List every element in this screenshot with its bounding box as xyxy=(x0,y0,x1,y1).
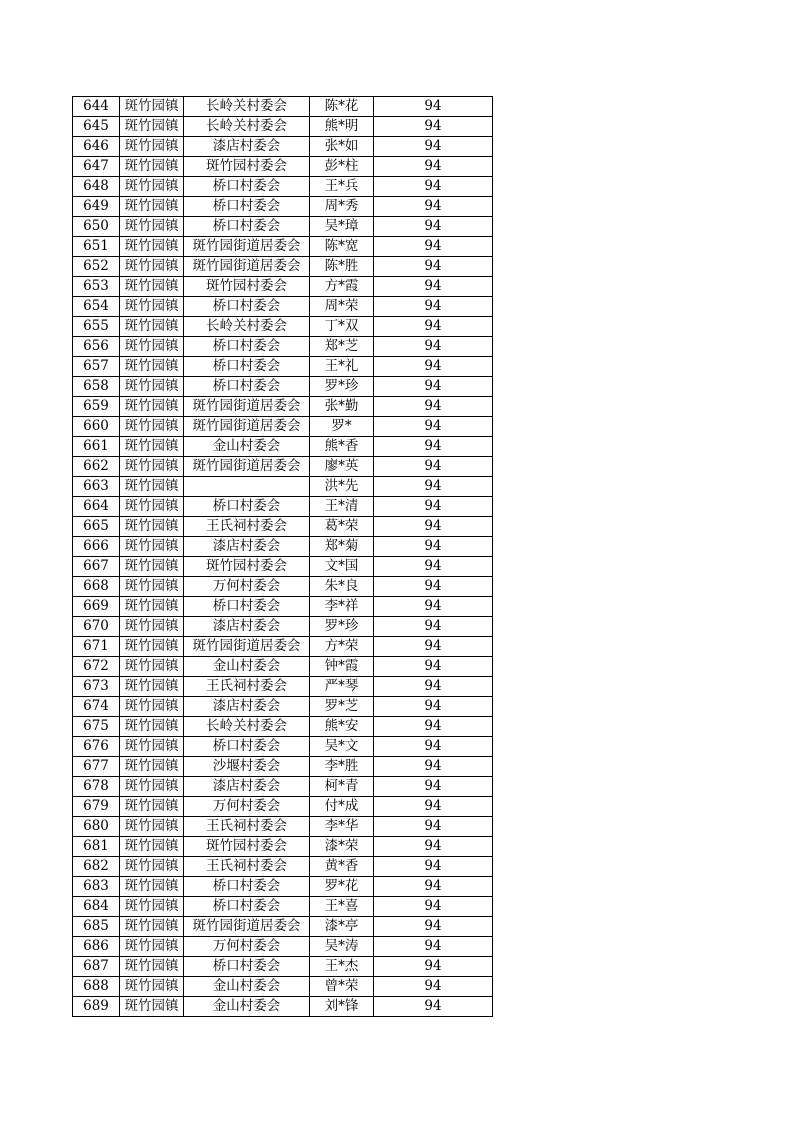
score-cell: 94 xyxy=(374,197,493,217)
row-number: 671 xyxy=(73,637,120,657)
town-cell: 斑竹园镇 xyxy=(120,977,184,997)
table-row xyxy=(73,137,493,157)
roster-body xyxy=(73,97,493,1017)
table-row xyxy=(73,837,493,857)
town-cell: 斑竹园镇 xyxy=(120,477,184,497)
town-cell: 斑竹园镇 xyxy=(120,877,184,897)
row-number: 679 xyxy=(73,797,120,817)
score-cell: 94 xyxy=(374,277,493,297)
village-committee-cell: 桥口村委会 xyxy=(184,357,310,377)
person-name-cell: 王*杰 xyxy=(310,957,374,977)
town-cell: 斑竹园镇 xyxy=(120,757,184,777)
village-committee-cell: 桥口村委会 xyxy=(184,597,310,617)
person-name-cell: 文*国 xyxy=(310,557,374,577)
row-number: 665 xyxy=(73,517,120,537)
town-cell: 斑竹园镇 xyxy=(120,417,184,437)
table-row xyxy=(73,737,493,757)
table-row xyxy=(73,677,493,697)
person-name-cell: 郑*芝 xyxy=(310,337,374,357)
village-committee-cell: 桥口村委会 xyxy=(184,197,310,217)
person-name-cell: 罗*芝 xyxy=(310,697,374,717)
table-row xyxy=(73,797,493,817)
table-row xyxy=(73,497,493,517)
town-cell: 斑竹园镇 xyxy=(120,277,184,297)
table-row xyxy=(73,97,493,117)
table-row xyxy=(73,717,493,737)
village-committee-cell: 漆店村委会 xyxy=(184,697,310,717)
row-number: 667 xyxy=(73,557,120,577)
village-committee-cell: 桥口村委会 xyxy=(184,957,310,977)
row-number: 685 xyxy=(73,917,120,937)
person-name-cell: 丁*双 xyxy=(310,317,374,337)
person-name-cell: 漆*亭 xyxy=(310,917,374,937)
table-row xyxy=(73,557,493,577)
table-row xyxy=(73,617,493,637)
score-cell: 94 xyxy=(374,497,493,517)
village-committee-cell: 长岭关村委会 xyxy=(184,117,310,137)
score-cell: 94 xyxy=(374,837,493,857)
village-committee-cell: 万何村委会 xyxy=(184,577,310,597)
person-name-cell: 曾*荣 xyxy=(310,977,374,997)
town-cell: 斑竹园镇 xyxy=(120,697,184,717)
score-cell: 94 xyxy=(374,897,493,917)
table-row xyxy=(73,937,493,957)
table-row xyxy=(73,277,493,297)
row-number: 656 xyxy=(73,337,120,357)
village-committee-cell: 桥口村委会 xyxy=(184,877,310,897)
person-name-cell: 陈*胜 xyxy=(310,257,374,277)
score-cell: 94 xyxy=(374,957,493,977)
score-cell: 94 xyxy=(374,697,493,717)
row-number: 686 xyxy=(73,937,120,957)
village-committee-cell: 王氏祠村委会 xyxy=(184,677,310,697)
town-cell: 斑竹园镇 xyxy=(120,317,184,337)
table-row xyxy=(73,817,493,837)
town-cell: 斑竹园镇 xyxy=(120,717,184,737)
row-number: 644 xyxy=(73,97,120,117)
town-cell: 斑竹园镇 xyxy=(120,197,184,217)
roster-table xyxy=(72,96,493,1017)
town-cell: 斑竹园镇 xyxy=(120,777,184,797)
score-cell: 94 xyxy=(374,157,493,177)
score-cell: 94 xyxy=(374,117,493,137)
row-number: 681 xyxy=(73,837,120,857)
person-name-cell: 陈*宽 xyxy=(310,237,374,257)
person-name-cell: 彭*柱 xyxy=(310,157,374,177)
score-cell: 94 xyxy=(374,537,493,557)
score-cell: 94 xyxy=(374,217,493,237)
person-name-cell: 柯*青 xyxy=(310,777,374,797)
table-row xyxy=(73,637,493,657)
table-row xyxy=(73,537,493,557)
row-number: 646 xyxy=(73,137,120,157)
person-name-cell: 熊*明 xyxy=(310,117,374,137)
score-cell: 94 xyxy=(374,517,493,537)
row-number: 649 xyxy=(73,197,120,217)
table-row xyxy=(73,597,493,617)
score-cell: 94 xyxy=(374,477,493,497)
town-cell: 斑竹园镇 xyxy=(120,117,184,137)
town-cell: 斑竹园镇 xyxy=(120,137,184,157)
village-committee-cell: 金山村委会 xyxy=(184,657,310,677)
village-committee-cell: 桥口村委会 xyxy=(184,337,310,357)
village-committee-cell: 王氏祠村委会 xyxy=(184,517,310,537)
table-row xyxy=(73,357,493,377)
village-committee-cell: 漆店村委会 xyxy=(184,537,310,557)
row-number: 652 xyxy=(73,257,120,277)
village-committee-cell: 漆店村委会 xyxy=(184,777,310,797)
score-cell: 94 xyxy=(374,677,493,697)
town-cell: 斑竹园镇 xyxy=(120,817,184,837)
village-committee-cell: 长岭关村委会 xyxy=(184,97,310,117)
row-number: 655 xyxy=(73,317,120,337)
town-cell: 斑竹园镇 xyxy=(120,337,184,357)
person-name-cell: 王*清 xyxy=(310,497,374,517)
village-committee-cell: 漆店村委会 xyxy=(184,617,310,637)
town-cell: 斑竹园镇 xyxy=(120,577,184,597)
table-row xyxy=(73,997,493,1017)
score-cell: 94 xyxy=(374,177,493,197)
score-cell: 94 xyxy=(374,617,493,637)
village-committee-cell: 桥口村委会 xyxy=(184,737,310,757)
score-cell: 94 xyxy=(374,397,493,417)
village-committee-cell: 斑竹园村委会 xyxy=(184,837,310,857)
village-committee-cell: 王氏祠村委会 xyxy=(184,857,310,877)
town-cell: 斑竹园镇 xyxy=(120,437,184,457)
village-committee-cell: 王氏祠村委会 xyxy=(184,817,310,837)
score-cell: 94 xyxy=(374,437,493,457)
person-name-cell: 周*秀 xyxy=(310,197,374,217)
score-cell: 94 xyxy=(374,377,493,397)
person-name-cell: 吴*涛 xyxy=(310,937,374,957)
table-row xyxy=(73,397,493,417)
row-number: 666 xyxy=(73,537,120,557)
village-committee-cell: 桥口村委会 xyxy=(184,217,310,237)
score-cell: 94 xyxy=(374,997,493,1017)
town-cell: 斑竹园镇 xyxy=(120,917,184,937)
person-name-cell: 周*荣 xyxy=(310,297,374,317)
town-cell: 斑竹园镇 xyxy=(120,157,184,177)
town-cell: 斑竹园镇 xyxy=(120,217,184,237)
village-committee-cell: 桥口村委会 xyxy=(184,497,310,517)
score-cell: 94 xyxy=(374,97,493,117)
town-cell: 斑竹园镇 xyxy=(120,237,184,257)
village-committee-cell: 金山村委会 xyxy=(184,437,310,457)
town-cell: 斑竹园镇 xyxy=(120,897,184,917)
score-cell: 94 xyxy=(374,597,493,617)
village-committee-cell: 漆店村委会 xyxy=(184,137,310,157)
town-cell: 斑竹园镇 xyxy=(120,737,184,757)
row-number: 669 xyxy=(73,597,120,617)
town-cell: 斑竹园镇 xyxy=(120,497,184,517)
village-committee-cell: 斑竹园街道居委会 xyxy=(184,257,310,277)
row-number: 648 xyxy=(73,177,120,197)
table-row xyxy=(73,217,493,237)
table-row xyxy=(73,977,493,997)
row-number: 650 xyxy=(73,217,120,237)
person-name-cell: 郑*菊 xyxy=(310,537,374,557)
row-number: 657 xyxy=(73,357,120,377)
row-number: 683 xyxy=(73,877,120,897)
row-number: 688 xyxy=(73,977,120,997)
village-committee-cell: 斑竹园村委会 xyxy=(184,277,310,297)
person-name-cell: 李*华 xyxy=(310,817,374,837)
village-committee-cell: 斑竹园街道居委会 xyxy=(184,397,310,417)
row-number: 664 xyxy=(73,497,120,517)
table-row xyxy=(73,517,493,537)
score-cell: 94 xyxy=(374,137,493,157)
score-cell: 94 xyxy=(374,657,493,677)
row-number: 659 xyxy=(73,397,120,417)
table-row xyxy=(73,877,493,897)
table-row xyxy=(73,777,493,797)
town-cell: 斑竹园镇 xyxy=(120,937,184,957)
person-name-cell: 朱*良 xyxy=(310,577,374,597)
person-name-cell: 刘*锋 xyxy=(310,997,374,1017)
score-cell: 94 xyxy=(374,737,493,757)
row-number: 687 xyxy=(73,957,120,977)
person-name-cell: 罗*珍 xyxy=(310,617,374,637)
village-committee-cell: 桥口村委会 xyxy=(184,177,310,197)
town-cell: 斑竹园镇 xyxy=(120,957,184,977)
village-committee-cell: 桥口村委会 xyxy=(184,377,310,397)
person-name-cell: 张*勤 xyxy=(310,397,374,417)
village-committee-cell: 斑竹园街道居委会 xyxy=(184,417,310,437)
table-row xyxy=(73,457,493,477)
village-committee-cell: 长岭关村委会 xyxy=(184,717,310,737)
table-row xyxy=(73,297,493,317)
score-cell: 94 xyxy=(374,637,493,657)
town-cell: 斑竹园镇 xyxy=(120,637,184,657)
row-number: 670 xyxy=(73,617,120,637)
person-name-cell: 王*礼 xyxy=(310,357,374,377)
table-row xyxy=(73,757,493,777)
row-number: 677 xyxy=(73,757,120,777)
village-committee-cell: 斑竹园村委会 xyxy=(184,157,310,177)
table-row xyxy=(73,577,493,597)
person-name-cell: 王*兵 xyxy=(310,177,374,197)
table-row xyxy=(73,697,493,717)
table-row xyxy=(73,857,493,877)
town-cell: 斑竹园镇 xyxy=(120,677,184,697)
village-committee-cell: 万何村委会 xyxy=(184,797,310,817)
row-number: 676 xyxy=(73,737,120,757)
village-committee-cell: 金山村委会 xyxy=(184,977,310,997)
person-name-cell: 方*霞 xyxy=(310,277,374,297)
row-number: 680 xyxy=(73,817,120,837)
village-committee-cell: 斑竹园街道居委会 xyxy=(184,457,310,477)
town-cell: 斑竹园镇 xyxy=(120,177,184,197)
town-cell: 斑竹园镇 xyxy=(120,457,184,477)
row-number: 689 xyxy=(73,997,120,1017)
town-cell: 斑竹园镇 xyxy=(120,517,184,537)
table-row xyxy=(73,477,493,497)
row-number: 647 xyxy=(73,157,120,177)
table-row xyxy=(73,237,493,257)
town-cell: 斑竹园镇 xyxy=(120,617,184,637)
row-number: 654 xyxy=(73,297,120,317)
person-name-cell: 洪*先 xyxy=(310,477,374,497)
town-cell: 斑竹园镇 xyxy=(120,857,184,877)
score-cell: 94 xyxy=(374,357,493,377)
score-cell: 94 xyxy=(374,937,493,957)
score-cell: 94 xyxy=(374,557,493,577)
table-row xyxy=(73,377,493,397)
person-name-cell: 付*成 xyxy=(310,797,374,817)
table-row xyxy=(73,417,493,437)
table-row xyxy=(73,917,493,937)
score-cell: 94 xyxy=(374,257,493,277)
score-cell: 94 xyxy=(374,237,493,257)
row-number: 658 xyxy=(73,377,120,397)
person-name-cell: 廖*英 xyxy=(310,457,374,477)
town-cell: 斑竹园镇 xyxy=(120,997,184,1017)
table-row xyxy=(73,177,493,197)
village-committee-cell: 长岭关村委会 xyxy=(184,317,310,337)
person-name-cell: 黄*香 xyxy=(310,857,374,877)
row-number: 661 xyxy=(73,437,120,457)
score-cell: 94 xyxy=(374,777,493,797)
score-cell: 94 xyxy=(374,797,493,817)
village-committee-cell: 斑竹园街道居委会 xyxy=(184,637,310,657)
row-number: 682 xyxy=(73,857,120,877)
table-row xyxy=(73,117,493,137)
town-cell: 斑竹园镇 xyxy=(120,797,184,817)
row-number: 662 xyxy=(73,457,120,477)
person-name-cell: 张*如 xyxy=(310,137,374,157)
table-row xyxy=(73,157,493,177)
row-number: 653 xyxy=(73,277,120,297)
town-cell: 斑竹园镇 xyxy=(120,597,184,617)
person-name-cell: 严*琴 xyxy=(310,677,374,697)
row-number: 674 xyxy=(73,697,120,717)
person-name-cell: 李*祥 xyxy=(310,597,374,617)
score-cell: 94 xyxy=(374,817,493,837)
row-number: 675 xyxy=(73,717,120,737)
table-row xyxy=(73,337,493,357)
row-number: 660 xyxy=(73,417,120,437)
town-cell: 斑竹园镇 xyxy=(120,837,184,857)
score-cell: 94 xyxy=(374,577,493,597)
table-row xyxy=(73,897,493,917)
person-name-cell: 罗* xyxy=(310,417,374,437)
row-number: 673 xyxy=(73,677,120,697)
table-row xyxy=(73,197,493,217)
row-number: 668 xyxy=(73,577,120,597)
person-name-cell: 钟*霞 xyxy=(310,657,374,677)
village-committee-cell: 斑竹园街道居委会 xyxy=(184,237,310,257)
row-number: 645 xyxy=(73,117,120,137)
person-name-cell: 漆*荣 xyxy=(310,837,374,857)
person-name-cell: 葛*荣 xyxy=(310,517,374,537)
score-cell: 94 xyxy=(374,717,493,737)
table-row xyxy=(73,957,493,977)
person-name-cell: 熊*香 xyxy=(310,437,374,457)
village-committee-cell xyxy=(184,477,310,497)
row-number: 651 xyxy=(73,237,120,257)
score-cell: 94 xyxy=(374,977,493,997)
row-number: 678 xyxy=(73,777,120,797)
town-cell: 斑竹园镇 xyxy=(120,657,184,677)
person-name-cell: 王*喜 xyxy=(310,897,374,917)
village-committee-cell: 金山村委会 xyxy=(184,997,310,1017)
table-row xyxy=(73,317,493,337)
town-cell: 斑竹园镇 xyxy=(120,297,184,317)
score-cell: 94 xyxy=(374,877,493,897)
person-name-cell: 罗*珍 xyxy=(310,377,374,397)
person-name-cell: 罗*花 xyxy=(310,877,374,897)
person-name-cell: 李*胜 xyxy=(310,757,374,777)
score-cell: 94 xyxy=(374,457,493,477)
person-name-cell: 熊*安 xyxy=(310,717,374,737)
village-committee-cell: 桥口村委会 xyxy=(184,297,310,317)
table-row xyxy=(73,257,493,277)
town-cell: 斑竹园镇 xyxy=(120,377,184,397)
score-cell: 94 xyxy=(374,857,493,877)
score-cell: 94 xyxy=(374,757,493,777)
person-name-cell: 吴*文 xyxy=(310,737,374,757)
town-cell: 斑竹园镇 xyxy=(120,257,184,277)
town-cell: 斑竹园镇 xyxy=(120,397,184,417)
village-committee-cell: 桥口村委会 xyxy=(184,897,310,917)
village-committee-cell: 万何村委会 xyxy=(184,937,310,957)
score-cell: 94 xyxy=(374,297,493,317)
village-committee-cell: 沙堰村委会 xyxy=(184,757,310,777)
score-cell: 94 xyxy=(374,337,493,357)
person-name-cell: 吴*璋 xyxy=(310,217,374,237)
person-name-cell: 陈*花 xyxy=(310,97,374,117)
row-number: 672 xyxy=(73,657,120,677)
town-cell: 斑竹园镇 xyxy=(120,357,184,377)
score-cell: 94 xyxy=(374,917,493,937)
row-number: 684 xyxy=(73,897,120,917)
town-cell: 斑竹园镇 xyxy=(120,537,184,557)
row-number: 663 xyxy=(73,477,120,497)
score-cell: 94 xyxy=(374,417,493,437)
person-name-cell: 方*荣 xyxy=(310,637,374,657)
score-cell: 94 xyxy=(374,317,493,337)
village-committee-cell: 斑竹园村委会 xyxy=(184,557,310,577)
town-cell: 斑竹园镇 xyxy=(120,557,184,577)
town-cell: 斑竹园镇 xyxy=(120,97,184,117)
table-row xyxy=(73,437,493,457)
table-row xyxy=(73,657,493,677)
village-committee-cell: 斑竹园街道居委会 xyxy=(184,917,310,937)
